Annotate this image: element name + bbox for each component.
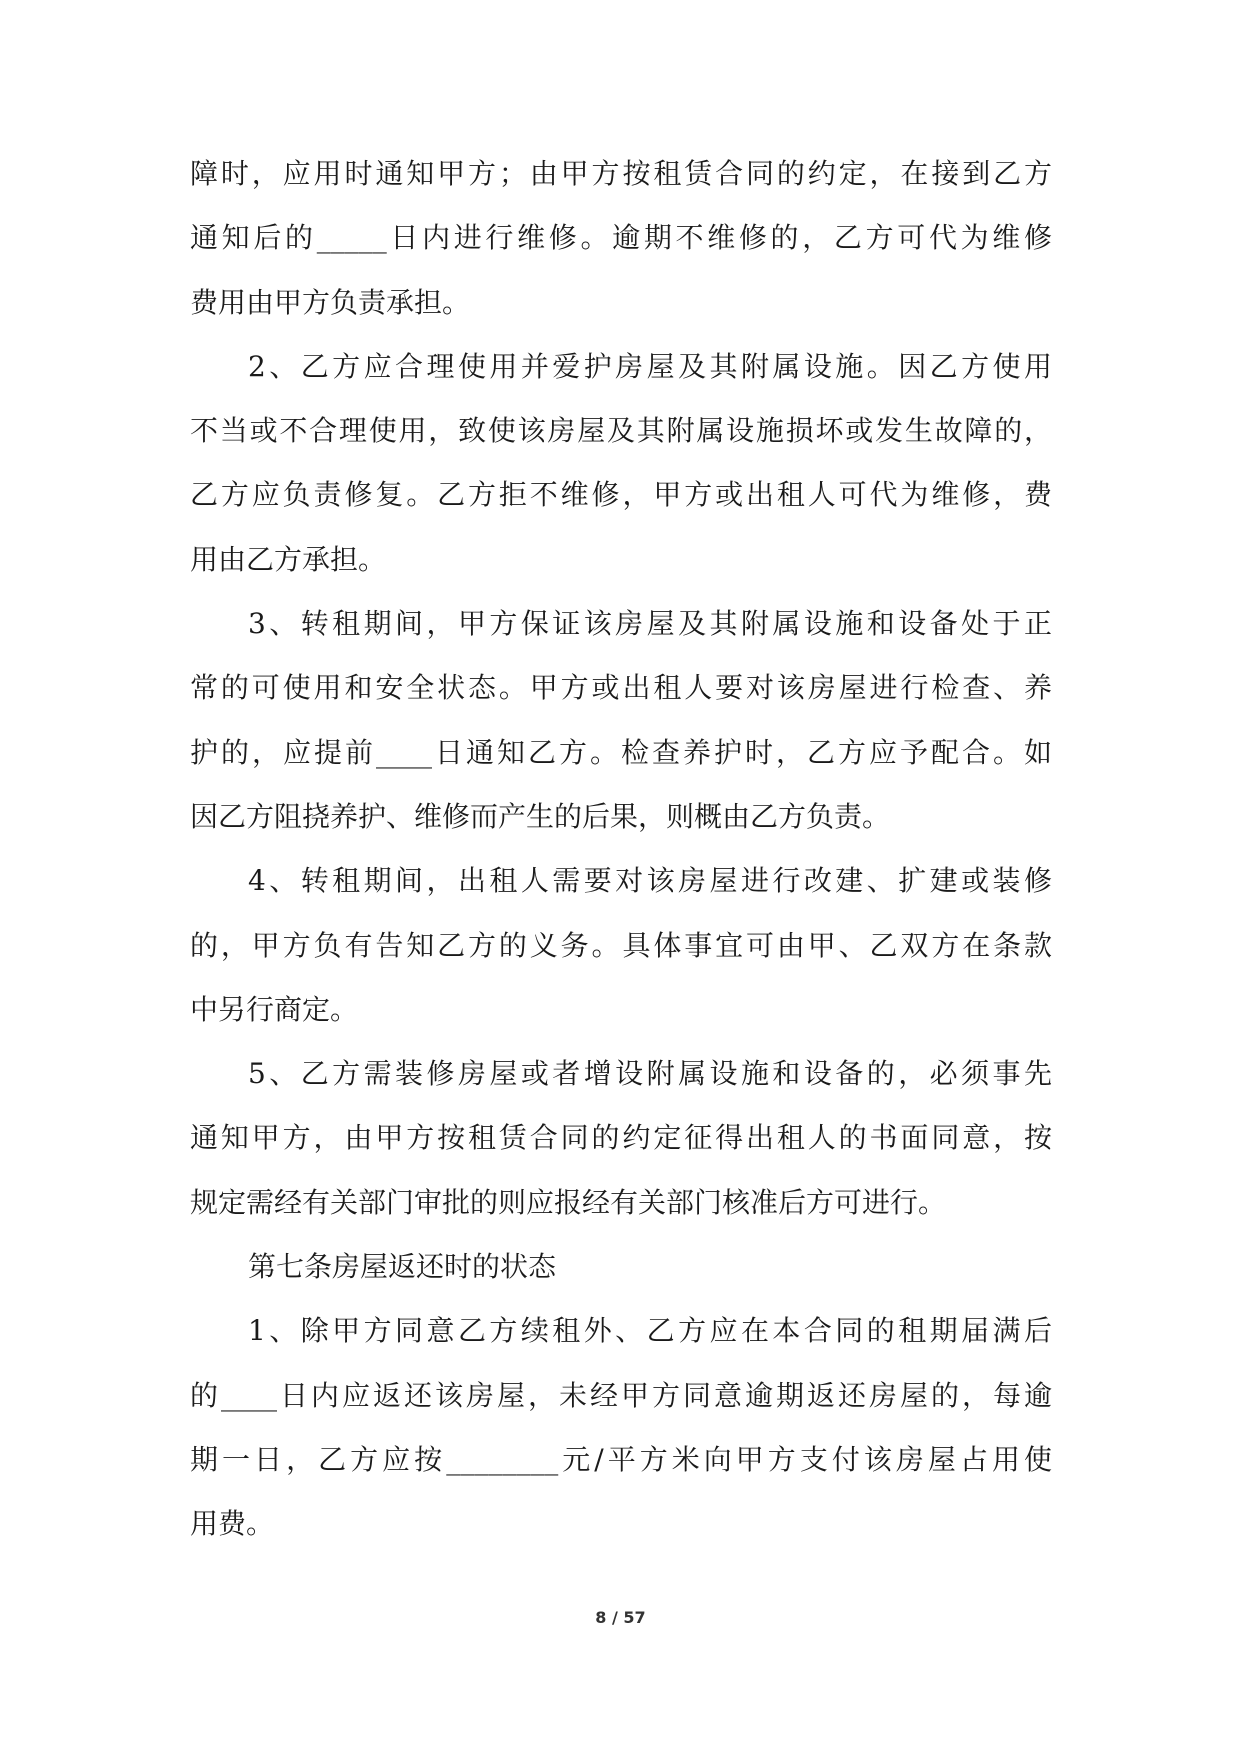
text-line: 4、转租期间，出租人需要对该房屋进行改建、扩建或装修	[248, 865, 1052, 898]
text-line: 的，甲方负有告知乙方的义务。具体事宜可由甲、乙双方在条款	[190, 929, 1052, 962]
text-line: 用由乙方承担。	[190, 543, 387, 576]
text-line: 护的，应提前____日通知乙方。检查养护时，乙方应予配合。如	[190, 736, 1052, 769]
text-line: 期一日，乙方应按________元/平方米向甲方支付该房屋占用使	[190, 1443, 1052, 1476]
document-body	[190, 158, 1052, 1573]
text-line: 费用由甲方负责承担。	[190, 286, 471, 319]
text-line: 1、除甲方同意乙方续租外、乙方应在本合同的租期届满后	[248, 1315, 1052, 1348]
page-number: 8 / 57	[595, 1608, 646, 1627]
text-line: 因乙方阻挠养护、维修而产生的后果，则概由乙方负责。	[190, 800, 891, 833]
text-line: 乙方应负责修复。乙方拒不维修，甲方或出租人可代为维修，费	[190, 479, 1052, 512]
text-line: 常的可使用和安全状态。甲方或出租人要对该房屋进行检查、养	[190, 672, 1052, 705]
text-line: 2、乙方应合理使用并爱护房屋及其附属设施。因乙方使用	[248, 350, 1052, 383]
text-line: 通知甲方，由甲方按租赁合同的约定征得出租人的书面同意，按	[190, 1122, 1052, 1155]
text-line: 3、转租期间，甲方保证该房屋及其附属设施和设备处于正	[248, 608, 1052, 641]
text-line: 障时，应用时通知甲方；由甲方按租赁合同的约定，在接到乙方	[190, 158, 1052, 190]
text-line: 第七条房屋返还时的状态	[248, 1251, 557, 1284]
text-line: 不当或不合理使用，致使该房屋及其附属设施损坏或发生故障的，	[190, 415, 1052, 448]
text-line: 的____日内应返还该房屋，未经甲方同意逾期返还房屋的，每逾	[190, 1379, 1052, 1412]
text-line: 规定需经有关部门审批的则应报经有关部门核准后方可进行。	[190, 1186, 947, 1219]
text-line: 中另行商定。	[190, 993, 359, 1026]
text-line: 用费。	[190, 1508, 275, 1541]
text-line: 5、乙方需装修房屋或者增设附属设施和设备的，必须事先	[248, 1058, 1052, 1091]
text-line: 通知后的_____日内进行维修。逾期不维修的，乙方可代为维修	[190, 222, 1052, 255]
